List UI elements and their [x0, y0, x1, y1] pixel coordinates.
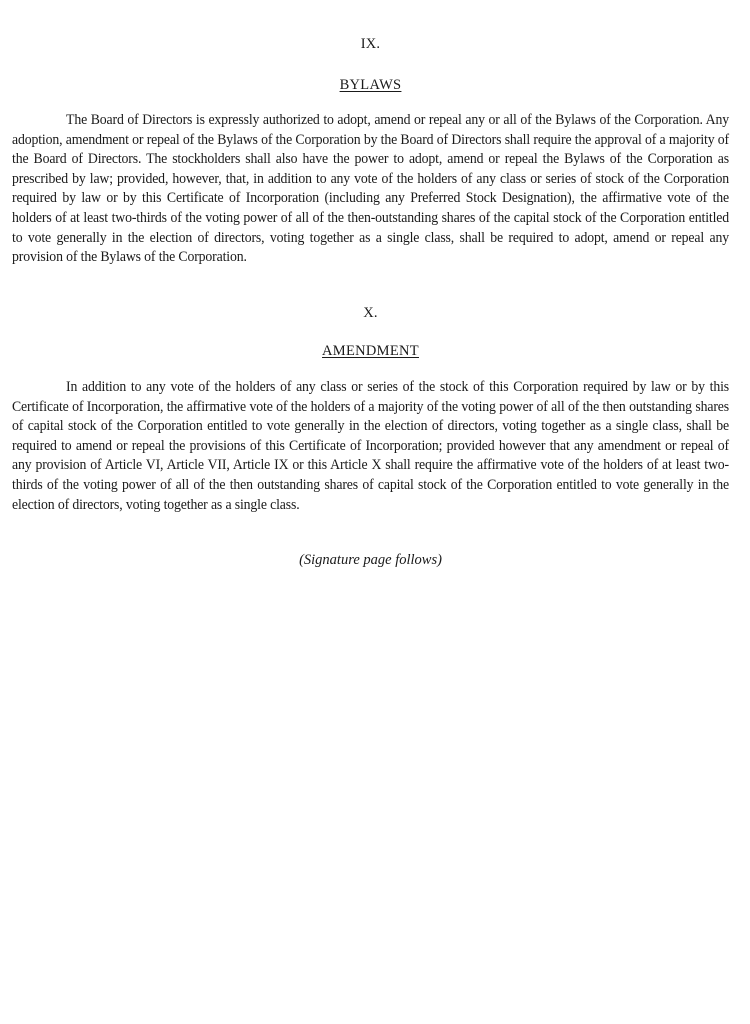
article-ix-number: IX.: [360, 36, 381, 52]
article-x-title: [12, 343, 729, 360]
article-x-number: X.: [363, 305, 378, 321]
article-ix-title: [12, 77, 729, 94]
article-x-body: In addition to any vote of the holders of any class or series of the stock of this Corporation required by law or by this Certificate of Incorporation, the affirmative vote of the holders of a majority of the voting power of all of the then outstanding shares of capital stock of the Corporation entitled to vote generally in the election of directors, voting together as a single class, shall be required to amend or repeal the provisions of this Certificate of Incorporation; provided however that any amendment or repeal of any provision of Article VI, Article VII, Article IX or this Article X shall require the affirmative vote of the holders of at least two-thirds of the voting power of all of the then outstanding shares of capital stock of the Corporation entitled to vote generally in the election of directors, voting together as a single class.: [12, 379, 729, 513]
article-x-title-text: AMENDMENT: [322, 343, 419, 359]
signature-page-note: (Signature page follows): [299, 552, 442, 568]
article-ix-body: The Board of Directors is expressly authorized to adopt, amend or repeal any or all of the Bylaws of the Corporation. Any adoption, amendment or repeal of the Bylaws of the Corporation by the Board of Directors shall require the approval of a majority of the Board of Directors. The stockholders shall also have the power to adopt, amend or repeal the Bylaws of the Corporation as prescribed by law; provided, however, that, in addition to any vote of the holders of any class or series of stock of the Corporation required by law or by this Certificate of Incorporation (including any Preferred Stock Designation), the affirmative vote of the holders of at least two-thirds of the voting power of all of the then-outstanding shares of the capital stock of the Corporation entitled to vote generally in the election of directors, voting together as a single class, shall be required to adopt, amend or repeal any provision of the Bylaws of the Corporation.: [12, 112, 729, 266]
article-ix-title-text: BYLAWS: [339, 77, 402, 93]
